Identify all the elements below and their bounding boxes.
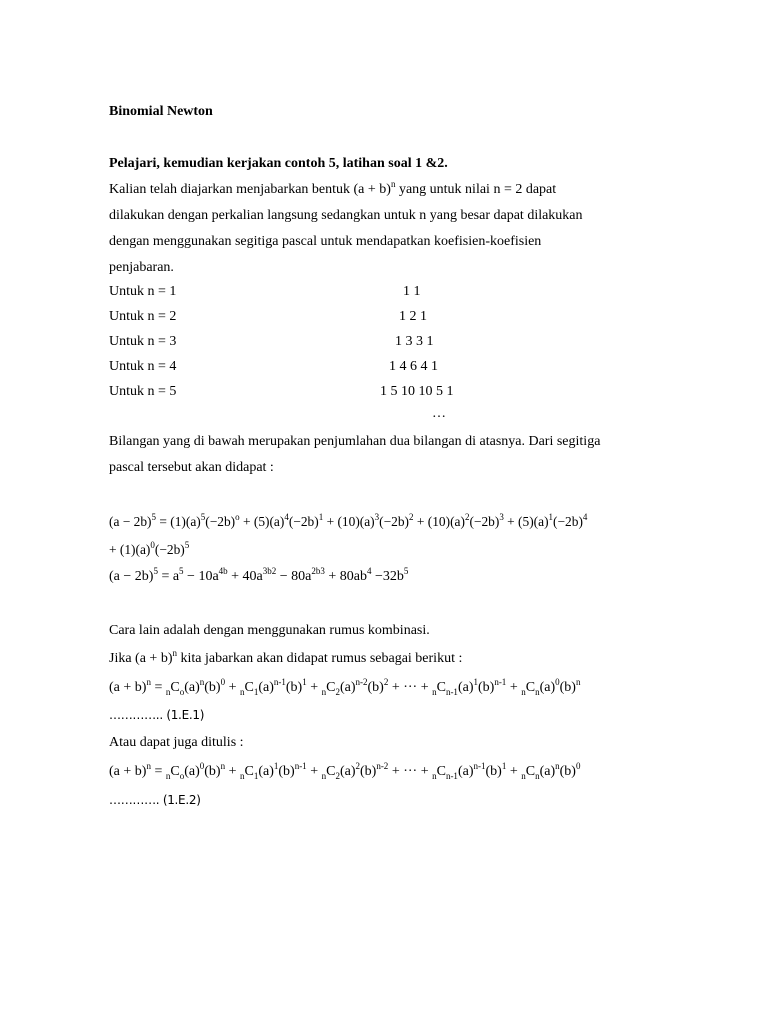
combination-line: Jika $(a + b)^n$ kita jabarkan akan didapat rumus sebagai berikut : <box>109 648 463 666</box>
intro-line-2: dilakukan dengan perkalian langsung sedangkan untuk n yang besar dapat dilakukan <box>109 208 583 223</box>
pascal-label-5: Untuk n = 5 <box>109 384 177 399</box>
document-title: Binomial Newton <box>109 104 213 119</box>
expansion-result: $(a - 2b)^5 = a^5 - 10a^{4b} + 40a^{3b2} - 80a^{2b3} + 80ab^4 -32b^5$ <box>109 566 409 584</box>
expansion-line-1: $(a - 2b)^5 = (1)(a)^5(-2b)^o + (5)(a)^4(-2b)^1 + (10)(a)^3(-2b)^2 + (10)(a)^2(-2b)^3 + (5)(a)^1(-2b)^4$ <box>109 512 588 529</box>
pascal-label-2: Untuk n = 2 <box>109 309 177 324</box>
pascal-coefs-3: 1 3 3 1 <box>395 334 434 349</box>
pascal-coefs-1: 1 1 <box>403 284 421 299</box>
explain-line-2: pascal tersebut akan didapat : <box>109 460 274 475</box>
expansion-line-2: + $(1)(a)^0(-2b)^5$ <box>109 540 190 557</box>
formula-2: $(a + b)^n = _nC_o(a)^0(b)^n + _nC_1(a)^1(b)^{n-1} + _nC_2(a)^2(b)^{n-2}$ + ··· + $_nC_{n-1}(a)^{n-1}(b)^1 + _nC_n(a)^n(b)^0$ <box>109 761 581 781</box>
pascal-label-1: Untuk n = 1 <box>109 284 177 299</box>
formula-1-ref: ………….. (1.E.1) <box>109 708 205 722</box>
explain-line-1: Bilangan yang di bawah merupakan penjumlahan dua bilangan di atasnya. Dari segitiga <box>109 434 601 449</box>
alternative-intro: Atau dapat juga ditulis : <box>109 735 244 750</box>
instruction: Pelajari, kemudian kerjakan contoh 5, latihan soal 1 &2. <box>109 156 448 171</box>
intro-line-3: dengan menggunakan segitiga pascal untuk mendapatkan koefisien-koefisien <box>109 234 542 249</box>
intro-line-4: penjabaran. <box>109 260 174 275</box>
intro-line-1: Kalian telah diajarkan menjabarkan bentuk $(a + b)^n$ yang untuk nilai n = 2 dapat <box>109 179 557 197</box>
formula-1: $(a + b)^n = _nC_o(a)^n(b)^0 + _nC_1(a)^{n-1}(b)^1 + _nC_2(a)^{n-2}(b)^2$ + ··· + $_nC_{n-1}(a)^1(b)^{n-1} + _nC_n(a)^0(b)^n$ <box>109 677 581 697</box>
formula-2-ref: …………. (1.E.2) <box>109 793 201 807</box>
combination-intro: Cara lain adalah dengan menggunakan rumus kombinasi. <box>109 623 430 638</box>
pascal-label-4: Untuk n = 4 <box>109 359 177 374</box>
pascal-label-3: Untuk n = 3 <box>109 334 177 349</box>
pascal-coefs-2: 1 2 1 <box>399 309 427 324</box>
pascal-coefs-4: 1 4 6 4 1 <box>389 359 438 374</box>
pascal-coefs-5: 1 5 10 10 5 1 <box>380 384 454 399</box>
pascal-ellipsis: … <box>432 406 446 421</box>
